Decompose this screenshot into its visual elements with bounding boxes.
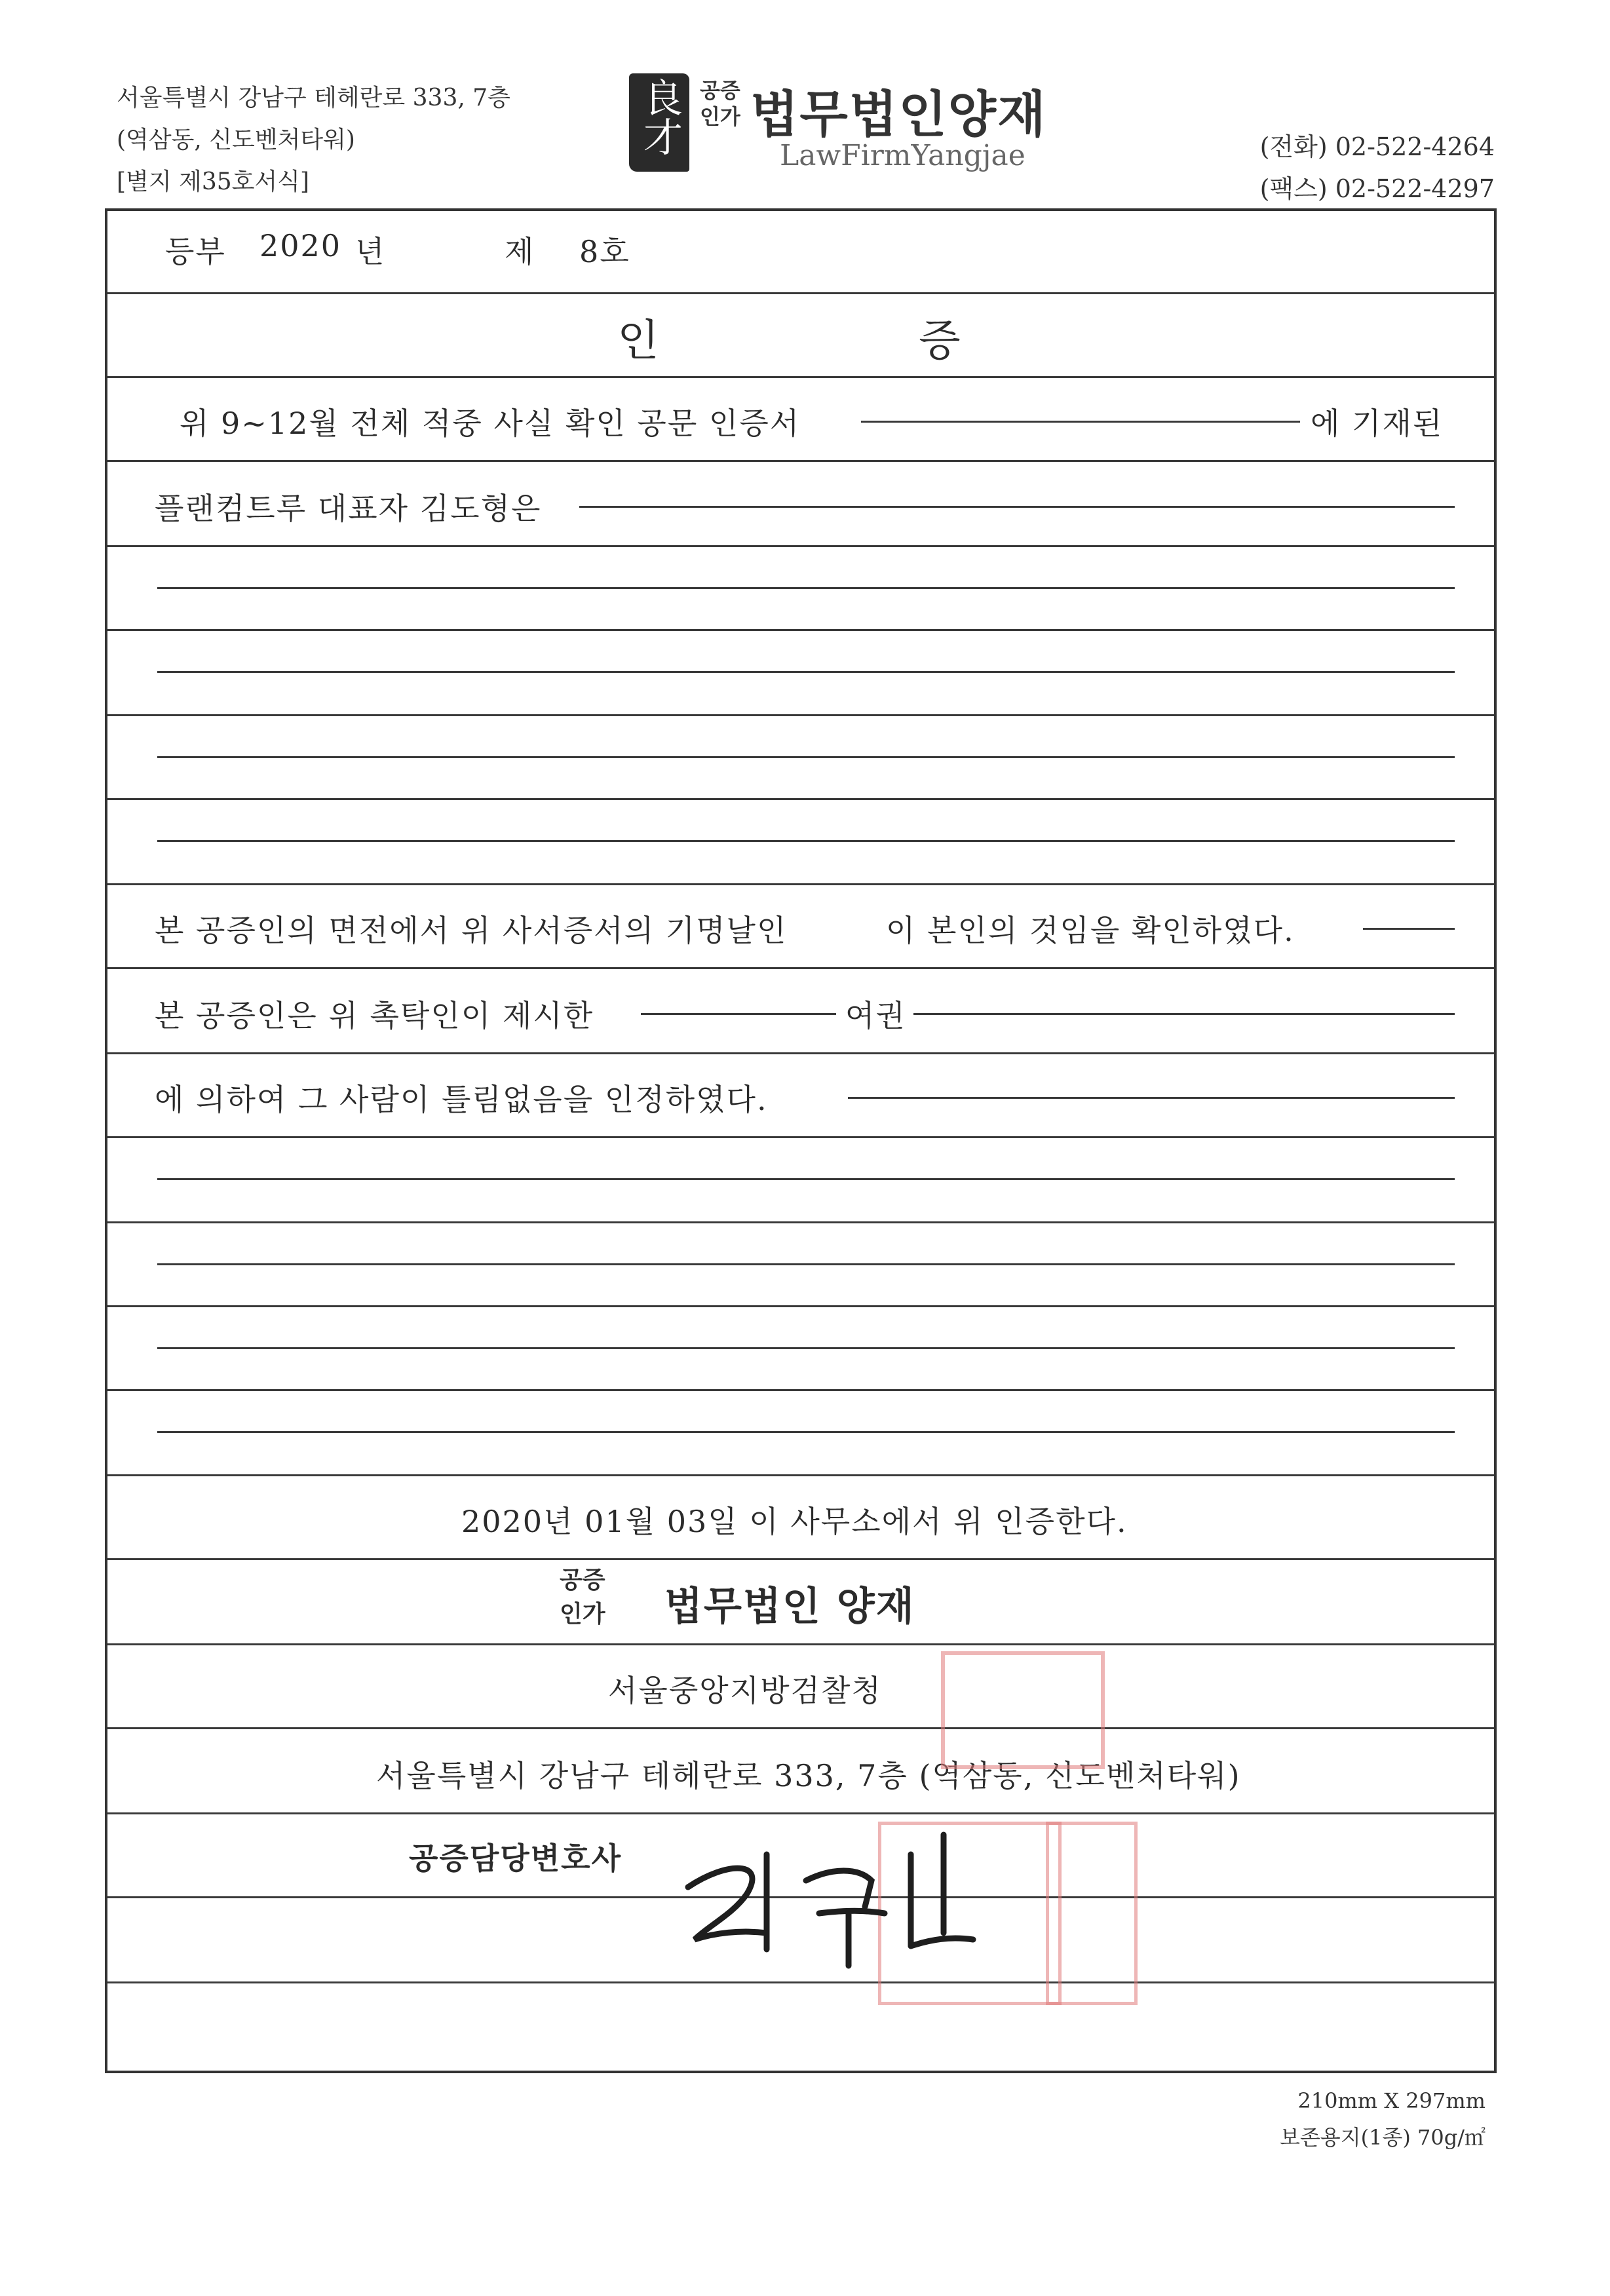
prosecutors-office: 서울중앙지방검찰청 xyxy=(608,1673,882,1708)
paper-spec xyxy=(1280,2082,1485,2156)
address-line-2: (역삼동, 신도벤처타워) xyxy=(117,126,355,153)
principal-row xyxy=(107,460,1494,547)
registry-year: 2020 xyxy=(259,228,342,263)
statement-1-left: 본 공증인의 면전에서 위 사서증서의 기명날인 xyxy=(155,913,788,948)
address-row xyxy=(107,1727,1494,1814)
statement-row-2 xyxy=(107,967,1494,1054)
registry-number: 8호 xyxy=(579,234,630,269)
registry-year-suffix: 년 xyxy=(355,234,386,269)
office-seal-icon xyxy=(941,1651,1105,1769)
title-char-jeung: 증 xyxy=(919,315,962,366)
firm-logo xyxy=(629,66,1048,177)
blank-row xyxy=(107,629,1494,716)
document-title-row xyxy=(107,376,1494,462)
date-row xyxy=(107,1474,1494,1560)
paper-size: 210mm X 297mm xyxy=(1297,2088,1485,2113)
blank-row xyxy=(107,1389,1494,1476)
lawyer-label: 공증담당변호사 xyxy=(409,1841,623,1876)
header-contact xyxy=(1260,126,1495,210)
blank-row xyxy=(107,1981,1494,2071)
principal-name: 플랜컴트루 대표자 김도형은 xyxy=(155,491,542,526)
paper-type: 보존용지(1종) 70g/㎡ xyxy=(1279,2125,1485,2150)
firm-address: 서울특별시 강남구 테헤란로 333, 7층 (역삼동, 신도벤처타워) xyxy=(376,1758,1241,1793)
firm-name: 법무법인 양재 xyxy=(664,1584,915,1630)
logo-small-text: 공증 인가 xyxy=(700,78,740,129)
statement-row-1 xyxy=(107,883,1494,969)
statement-2-right: 여권 xyxy=(845,998,906,1033)
firm-row xyxy=(107,1558,1494,1645)
logo-english-name: LawFirmYangjae xyxy=(780,139,1025,172)
logo-firm-name: 법무법인양재 xyxy=(750,85,1047,144)
certification-form xyxy=(105,208,1497,2073)
document-title-suffix: 에 기재된 xyxy=(1311,406,1444,441)
blank-row xyxy=(107,798,1494,885)
document-title: 위 9~12월 전체 적중 사실 확인 공문 인증서 xyxy=(180,406,801,441)
phone-number: (전화) 02-522-4264 xyxy=(1259,132,1495,161)
title-row xyxy=(107,292,1494,378)
statement-2-left: 본 공증인은 위 촉탁인이 제시한 xyxy=(155,998,594,1033)
registry-row xyxy=(107,211,1494,294)
blank-row xyxy=(107,545,1494,631)
title-char-in: 인 xyxy=(617,315,661,366)
statement-row-3 xyxy=(107,1052,1494,1138)
office-row xyxy=(107,1643,1494,1729)
blank-row xyxy=(107,1221,1494,1307)
logo-mark-icon: 良才 xyxy=(629,73,689,172)
notary-seal-icon xyxy=(1046,1822,1138,2005)
form-number: [별지 제35호서식] xyxy=(117,168,309,195)
registry-label: 등부 xyxy=(165,234,226,269)
header-address xyxy=(117,77,510,203)
registry-no-prefix: 제 xyxy=(505,234,535,269)
certification-date-line: 2020년 01월 03일 이 사무소에서 위 인증한다. xyxy=(461,1504,1128,1539)
signature-icon xyxy=(668,1815,983,1979)
statement-1-right: 이 본인의 것임을 확인하였다. xyxy=(886,913,1295,948)
blank-row xyxy=(107,714,1494,800)
statement-3: 에 의하여 그 사람이 틀림없음을 인정하였다. xyxy=(155,1082,768,1117)
address-line-1: 서울특별시 강남구 테헤란로 333, 7층 xyxy=(117,85,510,111)
fax-number: (팩스) 02-522-4297 xyxy=(1259,174,1495,203)
blank-row xyxy=(107,1305,1494,1391)
firm-small-text: 공증 인가 xyxy=(560,1567,605,1628)
blank-row xyxy=(107,1136,1494,1223)
